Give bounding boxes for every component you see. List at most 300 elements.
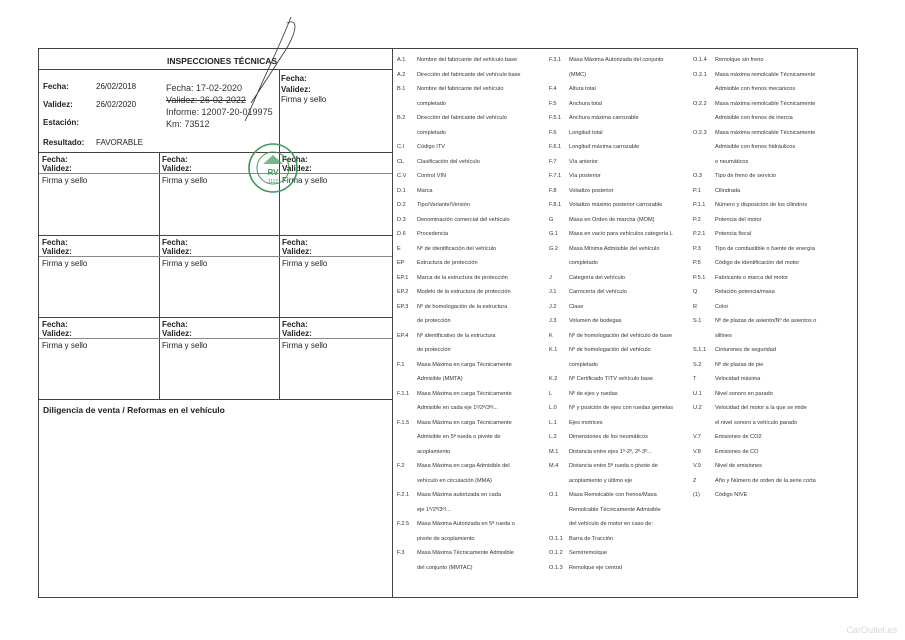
legend-entry	[693, 140, 816, 155]
legend-entry	[549, 68, 673, 83]
legend-description: Nivel sonoro en parado	[715, 390, 773, 397]
legend-description: Longitud máxima carrozable	[569, 144, 640, 150]
legend-entry	[549, 387, 673, 402]
legend-entry	[549, 503, 673, 518]
legend-entry	[549, 155, 673, 170]
legend-description: Altura total	[569, 86, 596, 92]
legend-description: completado	[417, 129, 446, 136]
legend-entry	[549, 184, 673, 199]
watermark: CarOutlet.es	[846, 625, 897, 635]
legend-description: Distancia entre ejes 1º-2º, 2º-3º...	[569, 448, 652, 455]
legend-code: G	[549, 216, 554, 223]
legend-description: Distancia entre 5ª rueda o pivote de	[569, 463, 658, 469]
legend-description: Carrocería del vehículo	[569, 289, 627, 295]
legend-description: vehículo en circulación (MMA)	[417, 477, 492, 484]
legend-code: S.2	[693, 361, 702, 368]
legend-code: L.1	[549, 419, 557, 426]
legend-code: F.8	[549, 187, 557, 194]
legend-entry	[397, 140, 521, 155]
legend-entry	[549, 459, 673, 474]
legend-entry	[397, 111, 521, 126]
legend-code: F.1.5	[397, 419, 410, 426]
legend-entry	[693, 474, 816, 489]
legend-code: F.5	[549, 100, 557, 107]
legend-entry	[397, 546, 521, 561]
legend-description: Remolque sin freno	[715, 57, 764, 63]
legend-entry	[549, 227, 673, 242]
legend-entry	[549, 53, 673, 68]
r1c2-firma: Firma y sello	[162, 176, 208, 185]
legend-code: M.1	[549, 448, 559, 455]
legend-entry	[549, 169, 673, 184]
r1c2-validez: Validez:	[162, 164, 192, 173]
legend-entry	[693, 271, 816, 286]
legend-code: R	[693, 303, 698, 310]
legend-code: P.2.1	[693, 231, 706, 237]
legend-description: acoplamiento y último eje	[569, 477, 633, 484]
legend-code: D.6	[397, 231, 406, 237]
legend-description: Color	[715, 303, 729, 310]
first-fecha-label: Fecha:	[43, 82, 69, 91]
legend-code: F.2.1	[397, 492, 410, 498]
r3c3-validez: Validez:	[282, 329, 312, 338]
legend-description: acoplamiento	[417, 448, 451, 455]
legend-code: F.2	[397, 463, 405, 469]
legend-entry	[693, 416, 816, 431]
stamp-center-text: RV	[267, 168, 279, 177]
legend-column-3	[693, 53, 816, 503]
legend-description: Admisible en 5ª rueda o pivote de	[417, 434, 501, 440]
legend-entry	[397, 517, 521, 532]
legend-description: Masa en vacío para vehículos categoría L	[569, 231, 673, 237]
legend-code: CL	[397, 158, 405, 165]
legend-description: completado	[569, 361, 598, 368]
legend-entry	[693, 256, 816, 271]
r3c2-validez: Validez:	[162, 329, 192, 338]
legend-entry	[549, 213, 673, 228]
legend-description: Voladizo posterior	[569, 187, 614, 194]
legend-description: Modelo de la estructura de protección	[417, 289, 511, 295]
legend-description: Nº Certificado TITV vehículo base	[569, 376, 654, 382]
legend-entry	[693, 343, 816, 358]
r2c2-fecha: Fecha:	[162, 238, 188, 247]
legend-entry	[397, 285, 521, 300]
legend-description: Categoría del vehículo	[569, 274, 625, 281]
legend-description: Volumen de bodegas	[569, 318, 622, 324]
legend-entry	[397, 416, 521, 431]
r1c3-validez: Validez:	[282, 164, 312, 173]
legend-entry	[397, 256, 521, 271]
legend-code: P.1.1	[693, 202, 706, 208]
legend-description: Masa Máxima Autorizada del conjunto	[569, 57, 664, 63]
legend-description: Marca de la estructura de protección	[417, 274, 508, 281]
legend-entry	[693, 372, 816, 387]
legend-description: Masa Máxima Técnicamente Admisible	[417, 550, 514, 556]
legend-description: Nivel de emisiones	[715, 463, 762, 469]
legend-entry	[693, 445, 816, 460]
legend-code: F.7	[549, 158, 557, 165]
legend-description: Admisible con frenos mecánicos	[715, 86, 796, 92]
legend-code: S.1	[693, 318, 702, 324]
legend-description: Remolcable Técnicamente Admisible	[569, 506, 661, 513]
resultado-value: FAVORABLE	[96, 138, 143, 147]
legend-description: Potencia fiscal	[715, 231, 752, 237]
legend-entry	[397, 68, 521, 83]
legend-code: L.0	[549, 405, 557, 411]
legend-entry	[693, 300, 816, 315]
legend-entry	[549, 111, 673, 126]
legend-code: O.1	[549, 492, 559, 498]
legend-description: Dirección del fabricante del vehículo	[417, 115, 507, 121]
legend-description: Cinturones de seguridad	[715, 347, 776, 353]
legend-entry	[549, 358, 673, 373]
legend-code: L	[549, 390, 553, 397]
legend-code: A.1	[397, 57, 406, 63]
legend-entry	[693, 401, 816, 416]
legend-description: (MMC)	[569, 71, 587, 78]
third-firma: Firma y sello	[281, 95, 327, 104]
legend-description: Admisible (MMTA)	[417, 376, 463, 382]
legend-code: C.V	[397, 173, 407, 179]
legend-description: Ejes motrices	[569, 419, 603, 426]
legend-code: EP.1	[397, 274, 409, 281]
inspection-sheet	[38, 48, 858, 598]
r3c2-firma: Firma y sello	[162, 341, 208, 350]
legend-entry	[549, 488, 673, 503]
third-validez-label: Validez:	[281, 85, 311, 94]
third-fecha-label: Fecha:	[281, 74, 307, 83]
legend-entry	[549, 285, 673, 300]
legend-code: P.5	[693, 260, 701, 266]
first-fecha-value: 26/02/2018	[96, 82, 137, 91]
legend-entry	[549, 517, 673, 532]
legend-entry	[397, 474, 521, 489]
r1c2-fecha: Fecha:	[162, 155, 188, 164]
legend-entry	[549, 140, 673, 155]
legend-description: de protección	[417, 347, 451, 353]
legend-description: Voladizo máximo posterior carrozable	[569, 202, 663, 208]
legend-code: P.1	[693, 187, 701, 194]
legend-entry	[693, 111, 816, 126]
legend-description: o neumáticos	[715, 158, 749, 165]
legend-description: Código de identificación del motor	[715, 260, 800, 266]
legend-description: Denominación comercial del vehículo	[417, 216, 510, 223]
legend-description: Código NIVE	[715, 492, 748, 498]
legend-entry	[397, 198, 521, 213]
diligencia-heading: Diligencia de venta / Reformas en el vehículo	[43, 405, 225, 415]
legend-description: Relación potencia/masa	[715, 289, 775, 295]
first-validez-value: 26/02/2020	[96, 100, 137, 109]
legend-entry	[549, 198, 673, 213]
legend-entry	[397, 430, 521, 445]
legend-description: Nº de plazas de asiento/Nº de asientos o	[715, 318, 817, 324]
legend-code: F.7.1	[549, 173, 562, 179]
legend-description: Masa en Orden de marcha (MOM)	[569, 216, 655, 223]
legend-code: F.1	[397, 361, 405, 368]
legend-description: el nivel sonoro a vehículo parado	[715, 419, 798, 426]
legend-entry	[549, 546, 673, 561]
legend-entry	[397, 329, 521, 344]
legend-entry	[549, 561, 673, 576]
legend-entry	[397, 169, 521, 184]
legend-description: eje 1º/2º/3º/...	[417, 506, 451, 513]
legend-entry	[549, 430, 673, 445]
legend-code: V.7	[693, 434, 701, 440]
legend-code: G.2	[549, 245, 559, 252]
legend-entry	[693, 227, 816, 242]
legend-entry	[397, 227, 521, 242]
legend-description: Admisible en cada eje 1º/2º/3º/...	[417, 405, 499, 411]
legend-description: Masa máxima remolcable Técnicamente	[715, 71, 816, 78]
legend-entry	[693, 198, 816, 213]
legend-code: V.9	[693, 463, 701, 469]
legend-code: C.I	[397, 144, 405, 150]
second-validez: Validez: 26-02-2022	[166, 95, 246, 105]
legend-entry	[397, 401, 521, 416]
legend-code: B.1	[397, 86, 406, 92]
legend-entry	[693, 285, 816, 300]
legend-entry	[397, 561, 521, 576]
legend-entry	[549, 314, 673, 329]
legend-description: Nº de homologación de la estructura	[417, 303, 508, 310]
legend-description: Nº de homologación del vehículo	[569, 347, 651, 353]
r1c1-fecha: Fecha:	[42, 155, 68, 164]
legend-code: B.2	[397, 115, 406, 121]
legend-description: Vía posterior	[569, 173, 601, 179]
legend-description: Admisible con frenos de inercia	[715, 115, 793, 121]
legend-code: O.3	[693, 173, 703, 179]
legend-description: Clase	[569, 303, 584, 310]
legend-code: P.3	[693, 245, 701, 252]
legend-entry	[549, 416, 673, 431]
legend-entry	[397, 387, 521, 402]
legend-entry	[397, 271, 521, 286]
legend-description: Masa Remolcable con frenos/Masa	[569, 492, 657, 498]
legend-description: Barra de Tracción	[569, 535, 614, 542]
second-km: Km: 73512	[166, 119, 210, 129]
legend-description: Nombre del fabricante del vehículo	[417, 86, 504, 92]
legend-code: U.1	[693, 390, 702, 397]
legend-description: del vehículo de motor en caso de:	[569, 521, 653, 527]
legend-entry	[397, 184, 521, 199]
legend-code: J	[549, 274, 552, 281]
legend-code: D.1	[397, 187, 406, 194]
legend-description: sillines	[715, 332, 732, 339]
r3c2-fecha: Fecha:	[162, 320, 188, 329]
legend-entry	[397, 503, 521, 518]
legend-entry	[549, 300, 673, 315]
legend-entry	[693, 387, 816, 402]
legend-description: Nº de homologación del vehículo de base	[569, 332, 673, 339]
legend-description: Nº de ejes y ruedas	[569, 390, 618, 397]
legend-description: Marca	[417, 187, 433, 194]
legend-entry	[549, 256, 673, 271]
legend-entry	[693, 459, 816, 474]
legend-entry	[397, 155, 521, 170]
legend-code: J.3	[549, 318, 557, 324]
r2c3-validez: Validez:	[282, 247, 312, 256]
legend-description: Semirremolque	[569, 550, 607, 556]
legend-description: Anchura máxima carrozable	[569, 115, 639, 121]
legend-entry	[397, 459, 521, 474]
r2c1-validez: Validez:	[42, 247, 72, 256]
inspections-panel	[39, 49, 393, 597]
legend-entry	[397, 343, 521, 358]
legend-description: Anchura total	[569, 100, 602, 107]
legend-code: V.8	[693, 448, 701, 455]
legend-code: P.5.1	[693, 274, 706, 281]
stamp-number: 1112	[267, 179, 279, 185]
legend-code: P.2	[693, 216, 701, 223]
legend-code: U.2	[693, 405, 702, 411]
legend-entry	[693, 329, 816, 344]
legend-description: Masa Máxima en carga Técnicamente	[417, 361, 512, 368]
legend-description: Clasificación del vehículo	[417, 158, 480, 165]
legend-code: F.6	[549, 129, 557, 136]
legend-description: Vía anterior	[569, 158, 598, 165]
legend-description: Tipo de freno de servicio	[715, 173, 777, 179]
legend-description: Longitud total	[569, 129, 603, 136]
legend-code: F.2.5	[397, 521, 410, 527]
legend-code: O.1.4	[693, 57, 707, 63]
legend-code: K.2	[549, 376, 558, 382]
legend-description: Número y disposición de los cilindros	[715, 202, 808, 208]
legend-code: O.1.3	[549, 564, 563, 571]
legend-entry	[693, 358, 816, 373]
estacion-label: Estación:	[43, 118, 80, 127]
legend-entry	[549, 329, 673, 344]
legend-code: EP.3	[397, 303, 409, 310]
legend-code: L.2	[549, 434, 557, 440]
legend-code: M.4	[549, 463, 559, 469]
legend-column-1	[397, 53, 521, 575]
legend-description: Dimensiones de los neumáticos	[569, 434, 648, 440]
legend-column-2	[549, 53, 673, 575]
inspections-title: INSPECCIONES TÉCNICAS	[167, 56, 278, 66]
legend-entry	[397, 372, 521, 387]
legend-code: S.1.1	[693, 347, 707, 353]
second-informe: Informe: 12007-20-019975	[166, 107, 273, 117]
legend-entry	[693, 213, 816, 228]
legend-code: (1)	[693, 492, 700, 498]
legend-entry	[693, 488, 816, 503]
legend-description: Nº y posición de ejes con ruedas gemelas	[569, 405, 674, 411]
legend-code: O.2.2	[693, 100, 707, 107]
legend-entry	[549, 82, 673, 97]
legend-code: EP	[397, 260, 405, 266]
r3c1-fecha: Fecha:	[42, 320, 68, 329]
legend-description: Año y Número de orden de la serie corta	[715, 477, 816, 484]
legend-code: G.1	[549, 231, 559, 237]
legend-entry	[397, 97, 521, 112]
r2c2-validez: Validez:	[162, 247, 192, 256]
legend-description: Fabricante o marca del motor	[715, 274, 789, 281]
legend-description: Masa máxima remolcable Técnicamente	[715, 129, 816, 136]
legend-code: J.2	[549, 303, 557, 310]
legend-code: F.6.1	[549, 144, 562, 150]
legend-entry	[549, 372, 673, 387]
legend-entry	[693, 430, 816, 445]
legend-code: EP.2	[397, 289, 409, 295]
r1c3-firma: Firma y sello	[282, 176, 328, 185]
legend-description: completado	[417, 100, 446, 107]
legend-description: Código ITV	[417, 144, 445, 150]
legend-description: Nº de plazas de pie	[715, 361, 764, 368]
legend-entry	[693, 97, 816, 112]
legend-entry	[397, 314, 521, 329]
legend-entry	[549, 126, 673, 141]
legend-entry	[693, 184, 816, 199]
legend-code: O.1.2	[549, 550, 563, 556]
legend-entry	[549, 343, 673, 358]
legend-code: F.3.1	[549, 57, 562, 63]
legend-description: Masa Máxima Autorizada en 5ª rueda o	[417, 521, 515, 527]
second-fecha: Fecha: 17-02-2020	[166, 83, 243, 93]
legend-code: F.8.1	[549, 202, 562, 208]
legend-entry	[549, 271, 673, 286]
r2c1-fecha: Fecha:	[42, 238, 68, 247]
legend-code: K.1	[549, 347, 558, 353]
legend-code: O.2.1	[693, 71, 707, 78]
legend-code: O.2.3	[693, 129, 707, 136]
legend-description: Masa Máxima en carga Técnicamente	[417, 419, 512, 426]
legend-code: K	[549, 332, 553, 339]
r2c3-firma: Firma y sello	[282, 259, 328, 268]
legend-description: pivote de acoplamiento	[417, 535, 475, 542]
legend-entry	[693, 314, 816, 329]
legend-description: Control VIN	[417, 173, 446, 179]
legend-entry	[397, 532, 521, 547]
r1c1-firma: Firma y sello	[42, 176, 88, 185]
legend-description: Cilindrada	[715, 187, 741, 194]
legend-entry	[693, 242, 816, 257]
legend-description: Tipo de combustible o fuente de energía	[715, 245, 815, 252]
legend-code: F.3	[397, 550, 405, 556]
legend-entry	[549, 97, 673, 112]
legend-code: D.2	[397, 202, 406, 208]
legend-description: Velocidad del motor a la que se mide	[715, 405, 807, 411]
r3c1-validez: Validez:	[42, 329, 72, 338]
legend-description: Masa máxima remolcable Técnicamente	[715, 100, 816, 107]
r1c1-validez: Validez:	[42, 164, 72, 173]
legend-code: T	[693, 376, 697, 382]
legend-code: F.4	[549, 86, 557, 92]
legend-entry	[549, 401, 673, 416]
legend-entry	[693, 126, 816, 141]
legend-entry	[693, 155, 816, 170]
legend-code: E	[397, 245, 401, 252]
r2c1-firma: Firma y sello	[42, 259, 88, 268]
legend-code: F.5.1	[549, 115, 562, 121]
legend-description: Masa Máxima en carga Admisible del	[417, 463, 510, 469]
legend-entry	[397, 242, 521, 257]
legend-description: Estructura de protección	[417, 260, 478, 266]
legend-description: Masa Máxima en carga Técnicamente	[417, 390, 512, 397]
legend-entry	[693, 169, 816, 184]
legend-entry	[397, 53, 521, 68]
legend-description: Velocidad máxima	[715, 376, 761, 382]
legend-code: EP.4	[397, 332, 409, 339]
legend-code: J.1	[549, 289, 557, 295]
r3c3-firma: Firma y sello	[282, 341, 328, 350]
r2c3-fecha: Fecha:	[282, 238, 308, 247]
legend-description: de protección	[417, 318, 451, 324]
legend-entry	[549, 474, 673, 489]
r3c3-fecha: Fecha:	[282, 320, 308, 329]
legend-description: Procedencia	[417, 231, 449, 237]
legend-code: Z	[693, 477, 697, 484]
legend-description: Remolque eje central	[569, 564, 622, 571]
